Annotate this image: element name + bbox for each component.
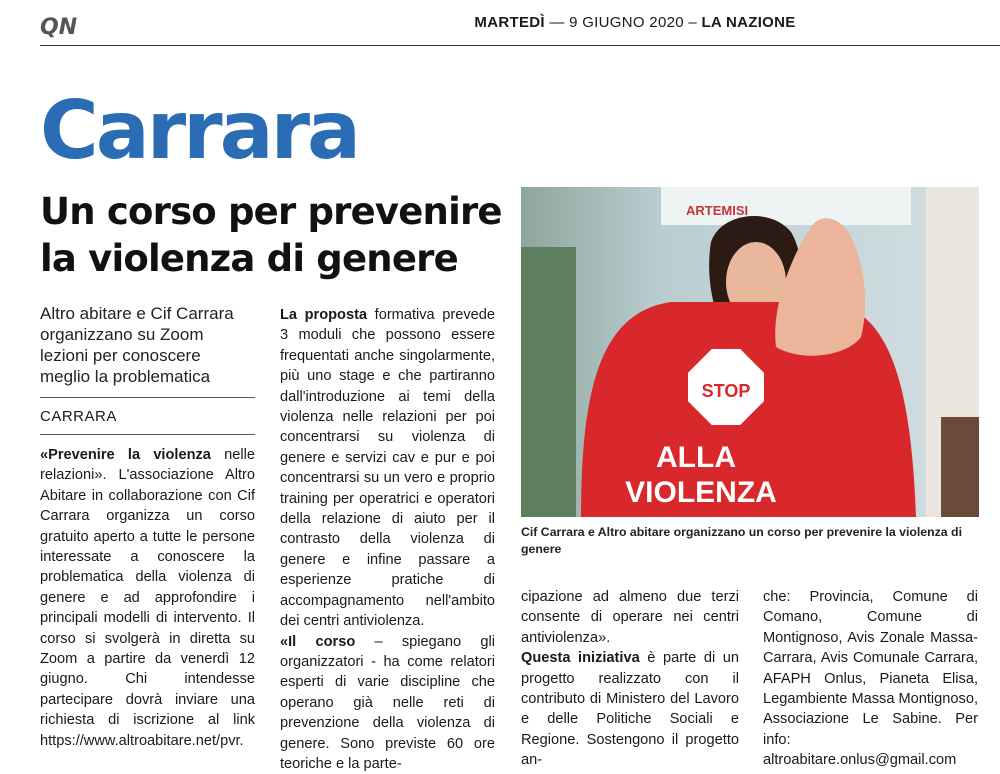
headline-line-2: la violenza di genere <box>40 237 458 280</box>
subtitle: Altro abitare e Cif Carrara organizzano su Zoom lezioni per conoscere meglio la problematica <box>40 304 234 386</box>
section-title: Carrara <box>40 84 359 177</box>
lead-prevenire: «Prevenire la violenza <box>40 447 211 463</box>
dateline: CARRARA <box>40 408 117 425</box>
plant-left <box>521 247 576 517</box>
masthead-date: — 9 GIUGNO 2020 – <box>549 14 697 31</box>
photo-illustration <box>521 187 979 517</box>
shirt-text-violenza: VIOLENZA <box>625 476 777 509</box>
qn-logo <box>40 14 92 43</box>
column-3-text-1: cipazione ad almeno due terzi consente di operare nei centri antiviolenza». <box>521 589 739 646</box>
article-column-3 <box>521 587 739 771</box>
dateline-rule <box>40 434 255 435</box>
masthead-paper: LA NAZIONE <box>701 14 796 31</box>
qn-logo-text: QN <box>40 15 78 38</box>
subtitle-rule <box>40 397 255 398</box>
lead-iniziativa: Questa iniziativa <box>521 650 640 667</box>
column-1-text: nelle relazioni». L'associazione Altro Abitare in collaborazione con Cif Carrara organizza un corso gratuito aperto a tutte le persone interessate a conoscere la problematica della violenza di genere e ad approfondire i principali modelli di intervento. Il corso si svolgerà in diretta su Zoom a partire da venerdì 12 giugno. Chi intendesse partecipare dovrà inviare una richiesta di iscrizione al link https://www.altroabitare.net/pvr. <box>40 447 255 749</box>
column-3-text-2: è parte di un progetto realizzato con il contributo di Ministero del Lavoro e delle Politiche Sociali e Regione. Sostengono il progetto an- <box>521 650 739 769</box>
article-column-2 <box>280 305 495 774</box>
column-4-text: che: Provincia, Comune di Comano, Comune di Montignoso, Avis Zonale Massa-Carrara, Avis Comunale Carrara, AFAPH Onlus, Pianeta Elisa, Legambiente Massa Montignoso, Associazione Le Sabine. Per info: altroabitare.onlus@gmail.com <box>763 589 978 769</box>
article-photo <box>521 187 979 517</box>
lead-corso: «Il corso <box>280 633 356 650</box>
column-2-text-1: formativa prevede 3 moduli che possono essere frequentati anche singolarmente, più uno stage e che partiranno dall'introduzione ai temi della violenza nelle relazioni per poi concentrarsi su violenza di genere e servizi cav e pur e poi concentrarsi su un vero e proprio training per operatrici e operatori della relazione di aiuto per il contrasto della violenza di genere e infine passare a esperienze pratiche di accompagnamento nell'ambito dei centri antiviolenza. <box>280 307 495 630</box>
masthead <box>340 14 930 34</box>
column-2-text-2: – spiegano gli organizzatori - ha come relatori esperti di varie discipline che operano già nelle reti di prevenzione della violenza di genere. Sono previste 60 ore teoriche e la parte- <box>280 633 495 772</box>
lead-proposta: La proposta <box>280 307 368 323</box>
headline <box>40 188 520 282</box>
stop-sign-text: STOP <box>701 381 751 401</box>
person-right <box>941 417 979 517</box>
shirt-text-alla: ALLA <box>656 441 736 474</box>
photo-caption: Cif Carrara e Altro abitare organizzano un corso per prevenire la violenza di genere <box>521 525 962 556</box>
article-column-4 <box>763 587 978 771</box>
banner-text: ARTEMISI <box>686 203 749 218</box>
header-rule <box>40 45 1000 46</box>
article-column-1 <box>40 445 255 751</box>
masthead-day: MARTEDÌ <box>474 14 545 31</box>
headline-line-1: Un corso per prevenire <box>40 190 502 233</box>
